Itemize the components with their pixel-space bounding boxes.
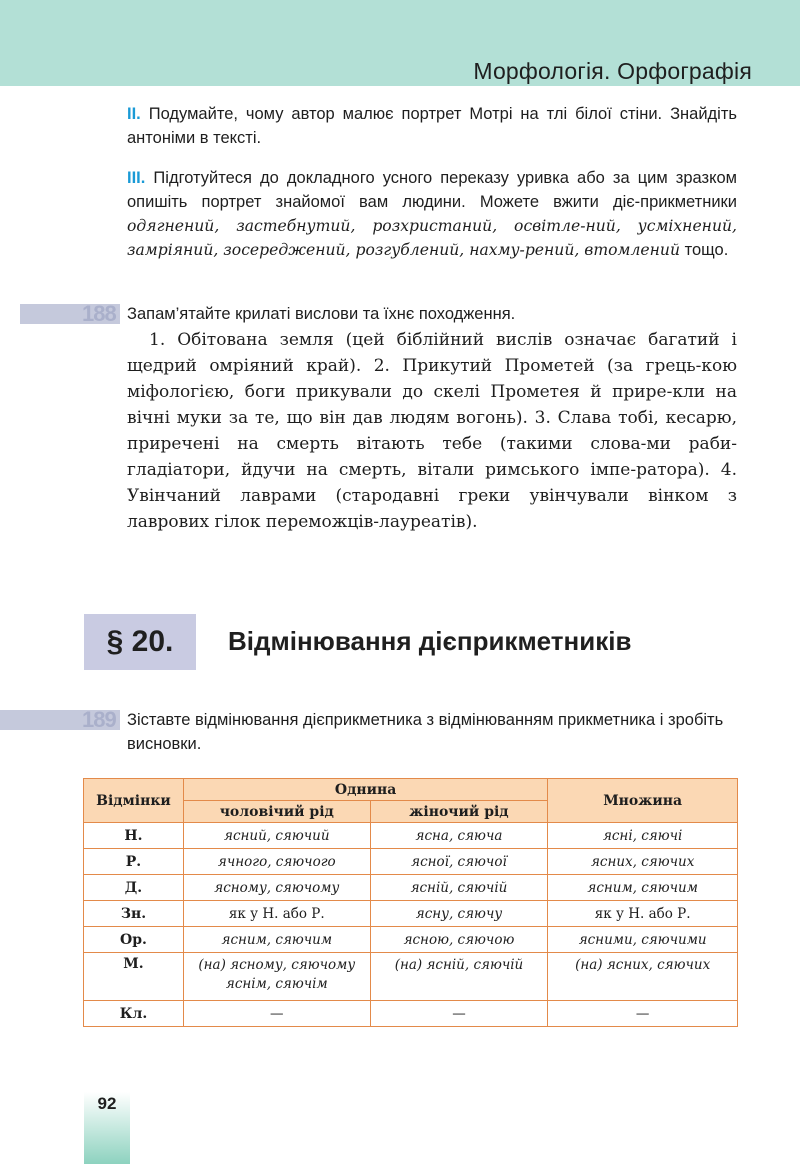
header-feminine: жіночий рід	[370, 801, 548, 823]
feminine-form: ясній, сяючій	[370, 875, 548, 901]
feminine-form-text: (на) ясній, сяючій	[394, 957, 524, 973]
plural-form: як у Н. або Р.	[548, 901, 738, 927]
case-label: Д.	[84, 875, 184, 901]
task-3-text-end: тощо.	[684, 241, 729, 259]
masculine-form: ясним, сяючим	[183, 927, 370, 953]
case-label: М.	[84, 953, 184, 1001]
table-row	[84, 875, 738, 901]
feminine-form: ясну, сяючу	[370, 901, 548, 927]
masculine-form: ясному, сяючому	[183, 875, 370, 901]
plural-form: ясні, сяючі	[548, 823, 738, 849]
header-plural: Множина	[548, 779, 738, 823]
section-title: Відмінювання дієприкметників	[228, 626, 632, 656]
exercise-189-number: 189	[82, 707, 116, 732]
header-masculine: чоловічий рід	[183, 801, 370, 823]
masculine-form-line-1: (на) ясному, сяючому	[198, 957, 356, 973]
task-3	[127, 166, 737, 262]
masculine-form	[183, 953, 370, 1001]
task-2-text: Подумайте, чому автор малює портрет Мотрі на тлі білої стіни. Знайдіть антоніми в тексті.	[127, 105, 737, 147]
task-2-numeral: ІІ.	[127, 105, 141, 123]
case-label: Р.	[84, 849, 184, 875]
feminine-form: ясною, сяючою	[370, 927, 548, 953]
feminine-form: ясної, сяючої	[370, 849, 548, 875]
task-3-italic-words: одягнений, застебнутий, розхристаний, освітле-ний, усміхнений, замріяний, зосереджений, розгублений, нахму-рений, втомлений	[127, 217, 737, 259]
plural-form-text: (на) ясних, сяючих	[575, 957, 711, 973]
header-cases: Відмінки	[84, 779, 184, 823]
exercise-188-instruction: Запам’ятайте крилаті вислови та їхнє походження.	[127, 305, 516, 323]
section-number: § 20.	[106, 625, 174, 658]
plural-form	[548, 953, 738, 1001]
exercise-189-instruction: Зіставте відмінювання дієприкметника з відмінюванням прикметника і зробіть висновки.	[127, 711, 724, 753]
case-label: Кл.	[84, 1001, 184, 1027]
masculine-form: —	[183, 1001, 370, 1027]
page-number: 92	[97, 1094, 117, 1113]
plural-form: ясним, сяючим	[548, 875, 738, 901]
table-row	[84, 1001, 738, 1027]
masculine-form-line-2: яснім, сяючім	[225, 976, 328, 992]
header-singular: Однина	[183, 779, 547, 801]
masculine-form: ясний, сяючий	[183, 823, 370, 849]
table-row	[84, 849, 738, 875]
plural-form: ясними, сяючими	[548, 927, 738, 953]
table-row	[84, 953, 738, 1001]
running-header-title: Морфологія. Орфографія	[473, 58, 752, 84]
table-row	[84, 901, 738, 927]
plural-form: ясних, сяючих	[548, 849, 738, 875]
plural-form: —	[548, 1001, 738, 1027]
task-2	[127, 102, 737, 150]
feminine-form: —	[370, 1001, 548, 1027]
case-label: Зн.	[84, 901, 184, 927]
feminine-form	[370, 953, 548, 1001]
masculine-form: як у Н. або Р.	[183, 901, 370, 927]
task-3-text: Підготуйтеся до докладного усного переказу уривка або за цим зразком опишіть портрет знайомої вам людини. Можете вжити діє-прикметники	[127, 169, 737, 211]
table-row	[84, 927, 738, 953]
case-label: Н.	[84, 823, 184, 849]
declension-table	[83, 778, 738, 1027]
masculine-form: ячного, сяючого	[183, 849, 370, 875]
exercise-188-body: 1. Обітована земля (цей біблійний вислів означає багатий і щедрий омріяний край). 2. Прикутий Прометей (за грець-кою міфологією, боги прикували до скелі Прометея й прире-кли на вічні муки за те, що він дав людям вогонь). 3. Слава тобі, кесарю, приречені на смерть вітають тебе (такими слова-ми раби-гладіатори, йдучи на смерть, вітали римського імпе-ратора). 4. Увінчаний лаврами (стародавні греки увінчували вінком з лаврових гілок переможців-лауреатів).	[127, 330, 737, 532]
case-label: Ор.	[84, 927, 184, 953]
exercise-188-number: 188	[82, 301, 116, 326]
feminine-form: ясна, сяюча	[370, 823, 548, 849]
task-3-numeral: ІІІ.	[127, 169, 146, 187]
table-row	[84, 823, 738, 849]
